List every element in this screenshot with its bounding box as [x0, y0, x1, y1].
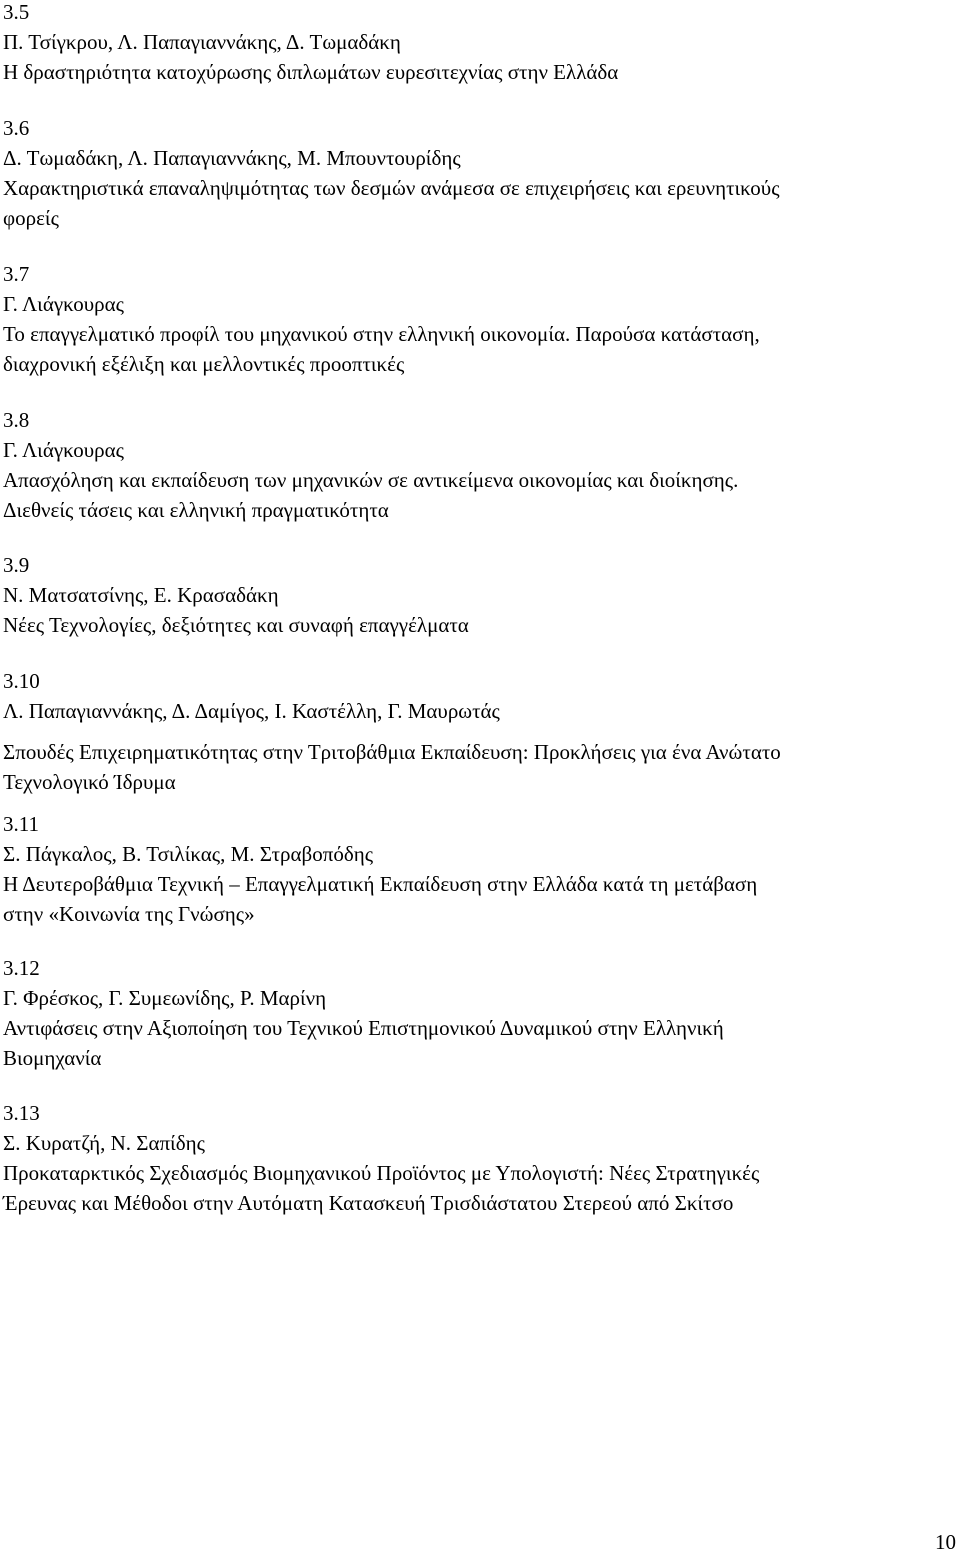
entry-number: 3.11 [3, 812, 39, 836]
entry-title: Τεχνολογικό Ίδρυμα [3, 770, 176, 794]
entry-number: 3.7 [3, 262, 30, 286]
entry-authors: Γ. Λιάγκουρας [3, 438, 124, 462]
entry-title: Η Δευτεροβάθμια Τεχνική – Επαγγελματική Εκπαίδευση στην Ελλάδα κατά τη μετάβαση [3, 872, 758, 896]
entry-title: Διεθνείς τάσεις και ελληνική πραγματικότητα [3, 498, 389, 522]
entry-authors: Ν. Ματσατσίνης, Ε. Κρασαδάκη [3, 583, 279, 607]
entry-title: Προκαταρκτικός Σχεδιασμός Βιομηχανικού Προϊόντος με Υπολογιστή: Νέες Στρατηγικές [3, 1161, 760, 1185]
entry-number: 3.9 [3, 553, 30, 577]
entry-number: 3.5 [3, 0, 30, 24]
entry-number: 3.13 [3, 1101, 40, 1125]
page-number: 10 [935, 1530, 956, 1554]
entry-authors: Γ. Λιάγκουρας [3, 292, 124, 316]
entry-authors: Λ. Παπαγιαννάκης, Δ. Δαμίγος, Ι. Καστέλλη, Γ. Μαυρωτάς [3, 699, 500, 723]
entry-authors: Γ. Φρέσκος, Γ. Συμεωνίδης, Ρ. Μαρίνη [3, 986, 327, 1010]
entry-title: Έρευνας και Μέθοδοι στην Αυτόματη Κατασκευή Τρισδιάστατου Στερεού από Σκίτσο [3, 1191, 734, 1215]
entry-title: Αντιφάσεις στην Αξιοποίηση του Τεχνικού Επιστημονικού Δυναμικού στην Ελληνική [3, 1016, 724, 1040]
entry-number: 3.8 [3, 408, 30, 432]
entry-authors: Π. Τσίγκρου, Λ. Παπαγιαννάκης, Δ. Τωμαδάκη [3, 30, 401, 54]
entry-title: Το επαγγελματικό προφίλ του μηχανικού στην ελληνική οικονομία. Παρούσα κατάσταση, [3, 322, 760, 346]
entry-title: στην «Κοινωνία της Γνώσης» [3, 902, 255, 926]
entry-title: διαχρονική εξέλιξη και μελλοντικές προοπτικές [3, 352, 405, 376]
entry-title: Χαρακτηριστικά επαναληψιμότητας των δεσμών ανάμεσα σε επιχειρήσεις και ερευνητικούς [3, 176, 780, 200]
entry-authors: Σ. Κυρατζή, Ν. Σαπίδης [3, 1131, 205, 1155]
entry-number: 3.10 [3, 669, 40, 693]
entry-title: Βιομηχανία [3, 1046, 102, 1070]
entry-title: Νέες Τεχνολογίες, δεξιότητες και συναφή επαγγέλματα [3, 613, 469, 637]
entry-title: Απασχόληση και εκπαίδευση των μηχανικών σε αντικείμενα οικονομίας και διοίκησης. [3, 468, 739, 492]
entry-authors: Δ. Τωμαδάκη, Λ. Παπαγιαννάκης, Μ. Μπουντουρίδης [3, 146, 461, 170]
entry-title: Σπουδές Επιχειρηματικότητας στην Τριτοβάθμια Εκπαίδευση: Προκλήσεις για ένα Ανώτατο [3, 740, 781, 764]
entry-title: φορείς [3, 206, 59, 230]
entry-title: Η δραστηριότητα κατοχύρωσης διπλωμάτων ευρεσιτεχνίας στην Ελλάδα [3, 60, 619, 84]
entry-number: 3.12 [3, 956, 40, 980]
entry-number: 3.6 [3, 116, 30, 140]
entry-authors: Σ. Πάγκαλος, Β. Τσιλίκας, Μ. Στραβοπόδης [3, 842, 374, 866]
